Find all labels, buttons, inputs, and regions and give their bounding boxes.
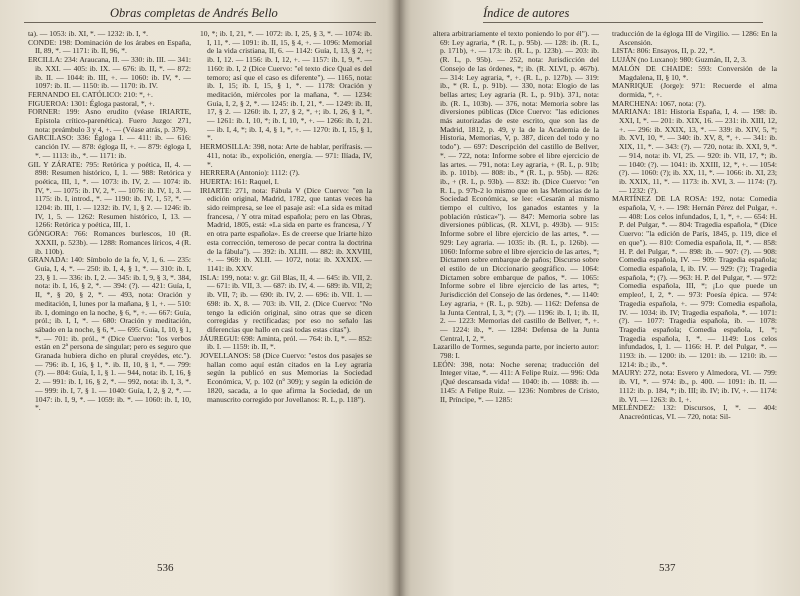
- header-rule: [483, 22, 763, 23]
- page-number: 537: [659, 562, 676, 574]
- index-entry: altera arbitrariamente el texto poniendo lo por él"). — 69: Ley agraria, * (R. L, p. 95b). — 128: ib. (R. L, p. 171b), +. — 173: ib. (R. L, p. 123b). — 203: ib. (R. L, p. 95b). — 252, nota: Jurisdicción del Consejo de las órdenes, *; ib. (R. XLVI, p. 467b). — 314: Ley agraria, *, +. (R. L, p. 127b). — 319: ib., * (R. L, p. 91b). — 330, nota: Elogio de las bellas artes; Ley agraria (R. L, p. 91b). 371, nota: ib. (R. L, 103b). — 376, nota: Memoria sobre las diversiones públicas (Dice Cuervo: "las ediciones más autorizadas de este escrito, que son las de Madrid, 1812, p. 49, y la de la Academia de la Historia, Memorias, V, p. 387, dicen del todo y no todo"). — 697: Descripción del castillo de Bellver, *. — 722, nota: Informe sobre el libre ejercicio de las artes. — 791, nota: Ley agraria, + (R. L, p. 91b; ib. p. 101b). — 808: ib., * (R. L, p. 95b). — 826: ib., + (R. L, p. 93b). — 832: ib. (Dice Cuervo: "en R. L, p. 97b-2 lo mismo que en las Memorias de la Sociedad Económica, se lee: «Cesarán al mismo tiempo el cultivo, los ganados estantes y la población rústica»"). — 847: Memoria sobre las diversiones públicas, (R. XLVI, p. 493b). — 915: Informe sobre el libre ejercicio de las artes, *. — 929: Ley agraria. — 1035: ib. (R. L, p. 126b). — 1060: Informe sobre el libre ejercicio de las artes, *; Dictamen sobre embarque de paños; Discurso sobre el estilo de un Diccionario geográfico. — 1064: Dictamen sobre embarque de paños, *. — 1065: Informe sobre el libre ejercicio de las artes, *; Jurisdicción del Consejo de las órdenes, *. — 1140: Ley agraria, + (R. L, p. 92b). — 1162: Defensa de la Junta Central, I, 3, *; (?). — 1196: ib. I, 1; ib. II, 2. — 1223: Memorias del castillo de Bellver, *, +. — 1224: ib., *. — 1284: Defensa de la Junta Central, I, 2, *.: [433, 30, 599, 343]
- page-number: 536: [157, 562, 174, 574]
- index-entry: MAURY: 272, nota: Esvero y Almedora, VI. — 799: ib. VI, *. — 974: ib., p. 400. — 1091: ib. II. — 1112: ib. p. 184, *; ib. III; ib. IV; ib. IV, +. — 1174: ib. VI. — 1263: ib. I, +.: [612, 368, 777, 404]
- index-entry: HERRERA (Antonio): 1112: (?).: [200, 168, 300, 178]
- index-entry: Lazarillo de Tormes, segunda parte, por incierto autor: 798: I.: [433, 342, 599, 361]
- index-entry: 10, *; ib. I, 21, *. — 1072: ib. I, 25, § 3, *. — 1074: ib. I, 11, *. — 1091: ib. II, 15, § 4, +. — 1096: Memorial de la vida cristiana, II, 6. — 1142: Guía, I, 13, § 2, +; ib. I, 12. — 1156: ib. I, 12, +. — 1157: ib. I, 9, *. — 1160: ib. I, 2 (Dice Cuervo: "el texto dice Qual es del temoro; así que el caso es diferente"). — 1165, nota: ib. I, 15; ib. I, 15, § 1, *. — 1178: Oración y meditación, miércoles por la mañana, *. — 1234: Guía, I, 2, § 2, *. — 1245: ib. I, 21, *. — 1249: ib. II, 17, § 2. — 1260: ib. I, 27, § 2, *, +; ib. I, 26, § 1, *. — 1261: ib. I, 10, *; ib. I, 10, *, +. — 1266: ib. I, 21. — ib. I, 4, *; ib. I, 4, § 1, *, +. — 1270: ib. I, 15, § 1, *.: [200, 30, 372, 143]
- index-entry: FORNER: 199: Asno erudito (véase IRIARTE, Epístola crítico-parenética). Fuero Juzgo: 271, nota: preámbulo 3 y 4, +. — (Véase atrás, p. 379).: [28, 107, 191, 134]
- index-entry: MARIANA: 181: Historia España, I, 4. — 198: ib. XXI, I, *. — 201: ib. XIX, 16. — 231: ib. XIII, 12, +. — 296: ib. XXIX, 13, *. — 339: ib. XIV, 5, *; ib. XVI, 10, *. — 340: ib. XV, 8, *, +. — 341: ib. XIX, 11, *. — 343: (?). — 720, nota: ib. XXI, 9, *. — 914, nota: ib. VI, 25. — 920: ib. VII, 17, *; ib. — 1040: (?). — 1041: ib. XXIII, 12, *, +. — 1054: (?). — 1060: (?); ib. XX, 11, *. — 1066: ib. XI, 23; ib. XXIX, 11, *. — 1173: ib. XVI, 3. — 1174: (?). — 1232: (?).: [612, 107, 777, 195]
- index-entry: LEÓN: 398, nota: Noche serena; traducción del Integer vitae, *. — 411: A Felipe Ruiz. — 996: Oda ¡Qué descansada vida! — 1040: ib. — 1088: ib. — 1145: A Felipe Ruiz. — 1236: Nombres de Cristo, II, Príncipe, *. — 1285:: [433, 359, 599, 404]
- running-head: Obras completas de Andrés Bello: [110, 6, 278, 20]
- index-column-2: [612, 30, 777, 550]
- index-entry: FIGUEROA: 1301: Égloga pastoral, *, +.: [28, 98, 155, 108]
- index-entry: LISTA: 806: Ensayos, II, p. 22, *.: [612, 46, 715, 56]
- index-entry: IRIARTE: 271, nota: Fábula V (Dice Cuervo: "en la edición original, Madrid, 1782, que tantas veces ha sido reimpresa, se lee el pasaje así: «La sida es mitad francesa, / Y otra mitad española; pero en las Obras, Madrid, 1805, está: «La sida en parte es francesa, / Y en otra parte española». Es de creerse que Iriarte hizo esta corrección, temeroso de pecar contra la doctrina de la fábula"). — 392: ib. XLIII. — 882: ib. XXVIII, +. — 969: ib. XLII. — 1072, nota: ib. XXXIX. — 1141: ib. XXV.: [200, 185, 372, 273]
- index-entry: MANRIQUE (Jorge): 971: Recuerde el alma dormida, *, +.: [612, 81, 777, 99]
- index-entry: GIL Y ZÁRATE: 795: Retórica y poética, II, 4. — 898: Resumen histórico, I, 1. — 988: Retórica y poética, III, 1, *. — 1073: ib. IV, 2. — 1074: ib. IV, *. — 1075: ib. IV, 2, *. — 1076: ib. IV, 1, 3. — 1175: ib. I, introd., *. — 1190: ib. IV, 1, 5?, *. — 1204: ib. III, 1. — 1232: ib. IV, 1, § 2. — 1246: ib. IV, 1, 5. — 1262: Resumen histórico, I, 13. — 1266: Retórica y poética, III, 1.: [28, 159, 191, 230]
- index-entry: MARCHENA: 1067, nota: (?).: [612, 98, 706, 108]
- index-entry: ISLA: 199, nota: v. gr. Gil Blas, II, 4. — 645: ib. VII, 2. — 671: ib. VII, 3. — 687: ib. IV, 4. — 689: ib. VII, 2; ib. VII, 7; ib. — 690: ib. IV, 2. — 696: ib. VII. 1. — 698: ib. X, 8. — 703: ib. VII, 2. (Dice Cuervo: "No tengo la edición original, sino otras que se dicen corregidas y rectificadas; por eso no señalo las diferencias que hallo en casi todas estas citas").: [200, 272, 372, 334]
- index-column-2: [200, 30, 372, 550]
- index-entry: HERMOSILLA: 398, nota: Arte de hablar, perífrasis. — 411, nota: ib., expolición, energía. — 971: Ilíada, IV, *.: [200, 142, 372, 169]
- index-entry: JÁUREGUI: 698: Aminta, pról. — 764: ib. I, *. — 852: ib. I. — 1159: ib. II, *.: [200, 333, 372, 352]
- index-entry: GARCILASO: 336: Égloga I. — 411: ib. — 616: canción IV. — 878: égloga II, +. — 879: égloga I, *. — 1113: ib., *. — 1171: ib.: [28, 133, 191, 160]
- index-entry: HUERTA: 161: Raquel, I.: [200, 176, 279, 186]
- index-column-1: [28, 30, 191, 550]
- index-entry: GÓNGORA: 766: Romances burlescos, 10 (R. XXXII, p. 523b). — 1288: Romances líricos, 4 (R. ib. 110b).: [28, 229, 191, 256]
- right-page: [399, 0, 800, 596]
- index-column-1: [433, 30, 599, 550]
- index-entry: MELÉNDEZ: 132: Discursos, I, *. — 404: Anacreónticas, VI. — 720, nota: Sil-: [612, 403, 777, 421]
- left-page: [0, 0, 399, 596]
- index-entry: GRANADA: 140: Símbolo de la fe, V, 1, 6. — 235: Guía, I, 4, *. — 250: ib. I, 4, § 1, *. — 310: ib. I, 23, § 1. — 336: ib. I, 2. — 345: ib. I, 9, § 3, *. 384, nota: ib. I, 16, § 2, *. — 394: (?). — 421: Guía, I, II, *, § 20, § 2, *. — 493, nota: Oración y meditación, I, lunes por la mañana, § 1, +. — 510: ib. I, domingo en la noche, § 6, *, +. — 667: Guía, pról.; ib. I, I, *. — 680: Oración y meditación, sábado en la noche, § 6, *. — 695: Guía, I, 10, § 1, *. — 701: ib. pról., * (Dice Cuervo: "los verbos están en 2ª persona de singular; pero es seguro que Granada hubiera dicho en plural creyédes, etc."). — 796: ib. I, 16, § 1, *. ib. II, 10, § 1, *. — 799: (?). — 804: Guía, I, 1, § 1. — 944, nota: ib. I, 16, § 2. — 991: ib. I, 16, § 2, *. — 992, nota: ib. I, 3, *. — 999: ib. I, 7, § 1. — 1040: Guía, I, 2, § 2, *. — 1047: ib. I, 9, *. — 1059: ib. *. — 1060: ib. I, 10, *.: [28, 255, 191, 413]
- index-entry: ERCILLA: 234: Araucana, II. — 330: ib. III. — 341: ib. XXI. — 405: ib. IX. — 676: ib. II, *. — 872: ib. II. — 1044: ib. III, +. — 1060: ib. IV, *. — 1097: ib. II. — 1150: ib. — 1170: ib. IV.: [28, 55, 191, 91]
- index-entry: ta). — 1053: ib. XI, *. — 1232: ib. I, *.: [28, 30, 149, 38]
- running-head: Índice de autores: [483, 6, 570, 20]
- header-rule: [24, 22, 376, 23]
- index-entry: FERNANDO EL CATÓLICO: 210: *, +.: [28, 89, 153, 99]
- index-entry: MALÓN DE CHAIDE: 593: Conversión de la Magdalena, II, § 10, *.: [612, 63, 777, 82]
- index-entry: MARTÍNEZ DE LA ROSA: 192, nota: Comedia española, V, +. — 198: Hernán Pérez del Pulgar, +. — 408: Los celos infundados, I, 1, *, +. — 654: H. P. del Pulgar, *. — 804: Tragedia española, * (Dice Cuervo: "la edición de París, 1845, p. 119, dice el en que"). — 810: Comedia española, II, *. — 858: H. P. del Pulgar, *. — 898: ib. — 907: (?). — 908: Comedia española, IV. — 909: Tragedia española; Comedia española, I, ib. IV. — 929: (?); Tragedia española, *; (?). — 963: H. P. del Pulgar, *. — 972: Comedia española, III, *; ¡Lo que puede un empleo!, I, 2, *. — 973: Poesía épica. — 974: Tragedia española, +. — 979: Comedia española, IV. — 1034: ib. IV; Tragedia española, *. — 1071: (?). — 1077: Tragedia española, ib. — 1078: Tragedia española; Comedia española, I, *; Tragedia española, I, *. — 1149: Los celos infundados, I, 1. — 1166: H. P. del Pulgar, *. — 1193: ib. — 1200: ib. — 1201: ib. — 1210: ib. — 1214: ib.; ib., *.: [612, 194, 777, 369]
- index-entry: CONDE: 198: Dominación de los árabes en España, II, 89, *. — 1171: ib. II, 96, *.: [28, 37, 191, 56]
- index-entry: LUJÁN (no Luxano): 980: Guzmán, II, 2, 3.: [612, 55, 747, 65]
- index-entry: JOVELLANOS: 58 (Dice Cuervo: "estos dos pasajes se hallan como aquí están citados en la Ley agraria según la publicó en sus Memorias la Sociedad Económica, V, p. 102 (nº 309); y según la edición de 1820, sacada, a lo que afirma la Sociedad, de un manuscrito corregido por Jovellanos: R. L, p. 118").: [200, 351, 372, 404]
- index-entry: traducción de la égloga III de Virgilio. — 1286: En la Ascensión.: [612, 30, 777, 47]
